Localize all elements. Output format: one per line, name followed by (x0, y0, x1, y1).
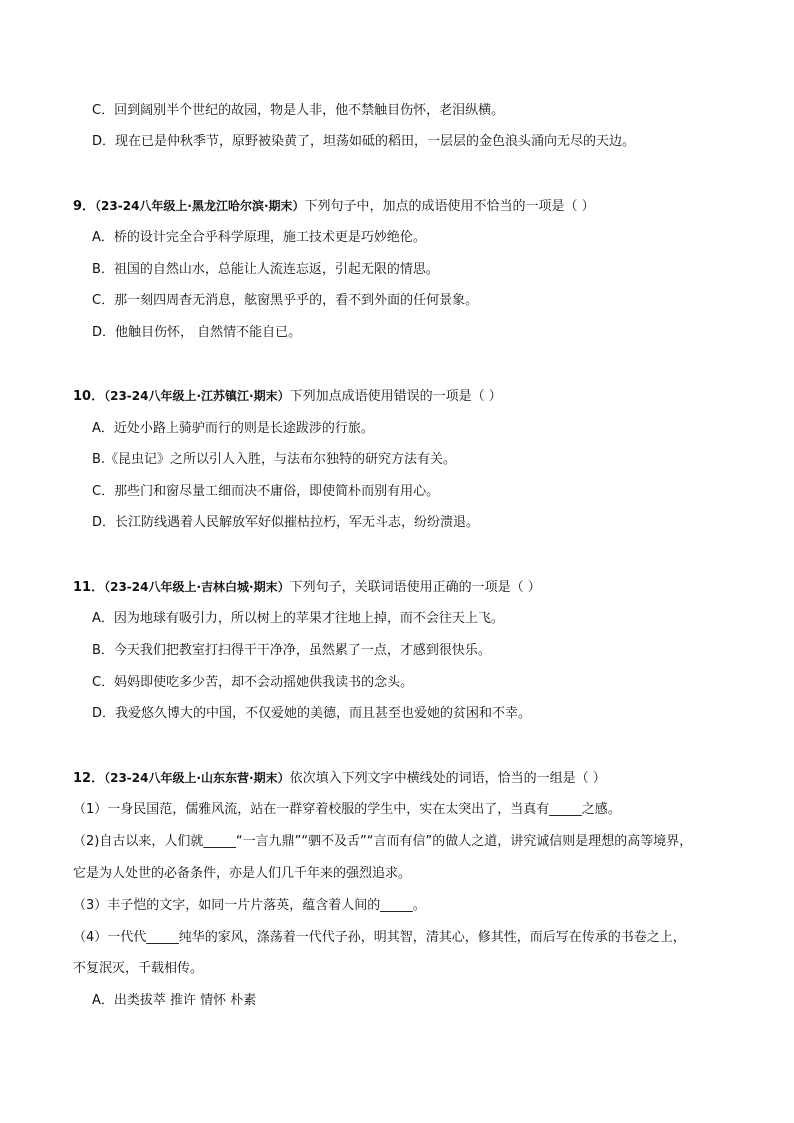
q9-option-a: A．桥的设计完全合乎科学原理，施工技术更是巧妙绝伦。 (92, 230, 426, 245)
q9-option-d: D．他触目伤怀， 自然情不能自已。 (92, 325, 302, 340)
q12-sentence-2: （2)自古以来，人们就_____“一言九鼎”“驷不及舌”“言而有信”的做人之道，讲究诚信则是理想的高等境界， (73, 834, 693, 849)
question-source: （23-24八年级上·山东东营·期末） (104, 771, 290, 785)
q8-option-d: D．现在已是仲秋季节，原野被染黄了，坦荡如砥的稻田，一层层的金色浪头涌向无尽的天边。 (92, 134, 636, 149)
question-number: 12． (73, 771, 105, 786)
question-11-stem (73, 578, 541, 597)
question-source: （23-24八年级上·江苏镇江·期末） (104, 389, 290, 403)
question-text: 下列句子中，加点的成语使用不恰当的一项是（ ） (304, 199, 595, 214)
question-10-stem (73, 387, 502, 406)
q12-sentence-4: （4）一代代_____纯华的家风，涤荡着一代代子孙，明其智，清其心，修其性，而后写在传承的书卷之上， (73, 930, 686, 945)
question-12-stem (73, 769, 606, 788)
q10-option-d: D．长江防线遇着人民解放军好似摧枯拉朽，军无斗志，纷纷溃退。 (92, 515, 480, 530)
q11-option-c: C．妈妈即使吃多少苦，却不会动摇她供我读书的念头。 (92, 675, 414, 690)
q12-sentence-2-cont: 它是为人处世的必备条件，亦是人们几千年来的强烈追求。 (73, 866, 412, 881)
question-number: 9． (73, 199, 96, 214)
question-text: 下列句子，关联词语使用正确的一项是（ ） (289, 580, 541, 595)
q8-option-c: C．回到阔别半个世纪的故园，物是人非，他不禁触目伤怀，老泪纵横。 (92, 103, 505, 118)
q11-option-d: D．我爱悠久博大的中国，不仅爱她的美德，而且甚至也爱她的贫困和不幸。 (92, 706, 532, 721)
q12-sentence-1: （1）一身民国范，儒雅风流，站在一群穿着校服的学生中，实在太突出了，当真有_____之感。 (73, 802, 621, 817)
question-text: 依次填入下列文字中横线处的词语，恰当的一组是（ ） (289, 771, 606, 786)
question-source: （23-24八年级上·黑龙江哈尔滨·期末） (95, 199, 305, 213)
q10-option-c: C．那些门和窗尽量工细而决不庸俗，即使简朴而别有用心。 (92, 484, 440, 499)
q12-sentence-3: （3）丰子恺的文字，如同一片片落英，蕴含着人间的_____。 (73, 898, 426, 913)
q9-option-b: B．祖国的自然山水，总能让人流连忘返，引起无限的情思。 (92, 262, 439, 277)
q10-option-a: A．近处小路上骑驴而行的则是长途跋涉的行旅。 (92, 421, 374, 436)
q12-option-a: A．出类拔萃 推许 情怀 朴素 (92, 993, 257, 1008)
question-number: 11． (73, 580, 105, 595)
question-9-stem (73, 197, 595, 216)
q11-option-a: A．因为地球有吸引力，所以树上的苹果才往地上掉，而不会往天上飞。 (92, 611, 504, 626)
q12-sentence-4-cont: 不复泯灭，千载相传。 (73, 961, 204, 976)
q10-option-b: B.《昆虫记》之所以引人入胜，与法布尔独特的研究方法有关。 (92, 452, 457, 467)
question-source: （23-24八年级上·吉林白城·期末） (104, 580, 290, 594)
question-number: 10． (73, 389, 105, 404)
question-text: 下列加点成语使用错误的一项是（ ） (289, 389, 502, 404)
q11-option-b: B．今天我们把教室打扫得干干净净，虽然累了一点，才感到很快乐。 (92, 643, 491, 658)
q9-option-c: C．那一刻四周杳无消息，舷窗黑乎乎的，看不到外面的任何景象。 (92, 293, 479, 308)
